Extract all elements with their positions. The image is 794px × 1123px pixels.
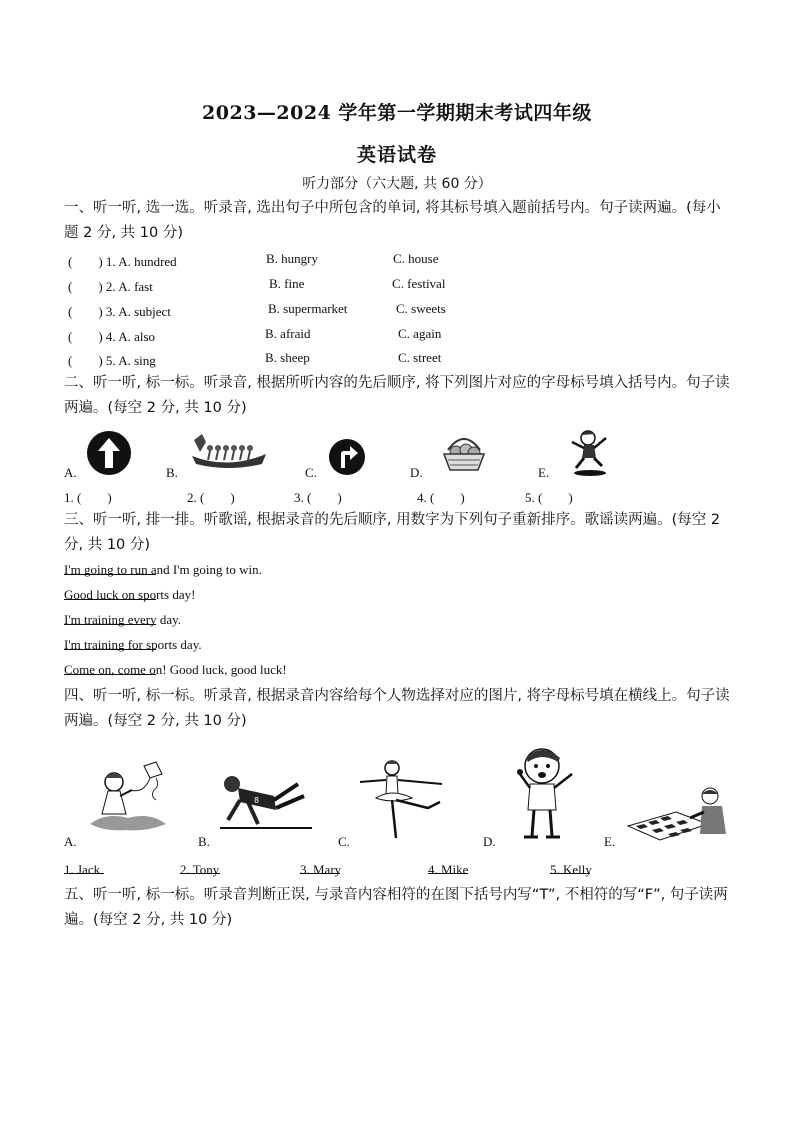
fruit-basket-icon xyxy=(440,432,488,474)
blank-line xyxy=(180,862,220,874)
dragon-boat-icon xyxy=(188,430,268,472)
blank-line xyxy=(64,862,104,874)
s2-letter-b: B. xyxy=(166,465,178,480)
s4-letter-d: D. xyxy=(483,834,496,849)
blank-line xyxy=(550,862,590,874)
exam-title: 2023—2024 学年第一学期期末考试四年级 xyxy=(202,102,592,124)
exam-page: 2023—2024 学年第一学期期末考试四年级 英语试卷 听力部分（六大题, 共 60 分） 一、听一听, 选一选。听录音, 选出句子中所包含的单词, 将其标号填入题前括号内。句子读两遍。(每小题 2 分, 共 10 分) ( ) 1. A. hundred B. hungry C. house ( ) 2. A. fast B. fine C. festival ( ) 3. A. subject B. supermarket C. sweets ( ) 4. A. also B. afraid C. again ( ) 5. A. sing B. sheep C. street 二、听一听, 标一标。听录音, 根据所听内容的先后顺序, 将下列图片对应的字母标号填入括号内。句子读两遍。(每空 2 分, 共 10 分) A. B. C. D. E. 1. ( ) 2. ( ) 3. ( ) 4. ( ) 5. ( ) 三、听一听, 排一排。听歌谣, 根据录音的先后顺序, 用数字为下列句子重新排序。歌谣读两遍。(每空 2 分, 共 10 分) I'm going to run and I'm going to win. Good luck on sports day! I'm training every day. I'm training for sports day. Come on, come on! Good luck, good luck! 四、听一听, 标一标。听录音, 根据录音内容给每个人物选择对应的图片, 将字母标号填在横线上。句子读两遍。(每空 2 分, 共 10 分) A. B. 8 C. D. E. 1. Jack 2. Tony 3. Mary 4. Mike 5. Kelly 五、听一听, 标一标。听录音判断正误, 与录音内容相符的在图下括号内写“T”, 不相符的写“F”, 句子读两遍。(每空 2 分, 共 10 分) xyxy=(0,0,794,1123)
chess-player-icon xyxy=(624,784,734,842)
section-3-heading: 三、听一听, 排一排。听歌谣, 根据录音的先后顺序, 用数字为下列句子重新排序。歌谣读两遍。(每空 2 分, 共 10 分) xyxy=(64,512,721,553)
listening-part-label: 听力部分（六大题, 共 60 分） xyxy=(302,176,492,192)
s2-letter-c: C. xyxy=(305,465,317,480)
section-1-heading: 一、听一听, 选一选。听录音, 选出句子中所包含的单词, 将其标号填入题前括号内。句子读两遍。(每小题 2 分, 共 10 分) xyxy=(64,200,721,241)
girl-flying-kite-icon xyxy=(86,760,170,836)
section-2-heading: 二、听一听, 标一标。听录音, 根据所听内容的先后顺序, 将下列图片对应的字母标号填入括号内。句子读两遍。(每空 2 分, 共 10 分) xyxy=(64,375,730,416)
high-jump-athlete-icon xyxy=(218,770,314,834)
turn-right-sign-icon xyxy=(328,438,366,476)
ballet-dancer-icon xyxy=(356,756,446,842)
s2-letter-e: E. xyxy=(538,465,550,480)
blank-line xyxy=(300,862,340,874)
s4-letter-a: A. xyxy=(64,834,77,849)
svg-text:8: 8 xyxy=(254,796,260,805)
s4-letter-b: B. xyxy=(198,834,210,849)
blank-line xyxy=(428,862,468,874)
exam-subtitle: 英语试卷 xyxy=(356,144,437,166)
s4-letter-e: E. xyxy=(604,834,616,849)
go-straight-sign-icon xyxy=(86,430,132,476)
singing-boy-icon xyxy=(502,744,584,842)
s2-letter-a: A. xyxy=(64,465,77,480)
running-kid-icon xyxy=(562,426,616,478)
section-4-heading: 四、听一听, 标一标。听录音, 根据录音内容给每个人物选择对应的图片, 将字母标号填在横线上。句子读两遍。(每空 2 分, 共 10 分) xyxy=(64,688,730,729)
s2-letter-d: D. xyxy=(410,465,423,480)
s4-letter-c: C. xyxy=(338,834,350,849)
section-5-heading: 五、听一听, 标一标。听录音判断正误, 与录音内容相符的在图下括号内写“T”, 不相符的写“F”, 句子读两遍。(每空 2 分, 共 10 分) xyxy=(64,887,728,928)
